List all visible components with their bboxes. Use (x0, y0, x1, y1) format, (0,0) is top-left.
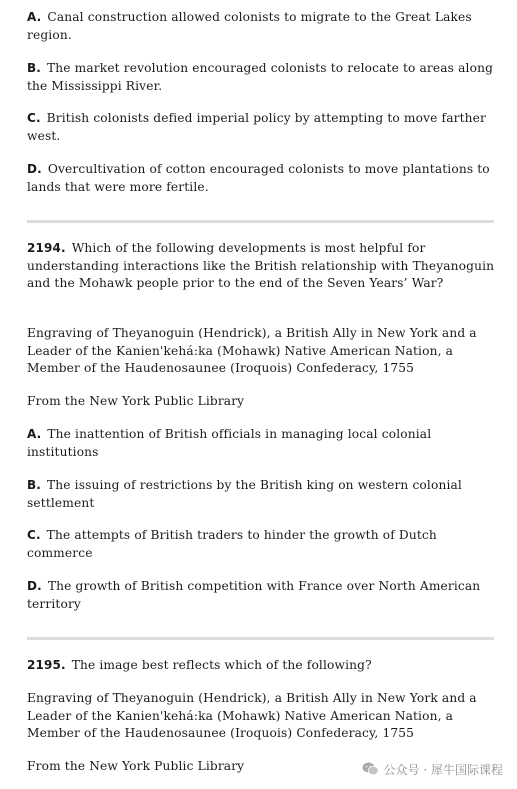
option-label: A. (27, 427, 42, 441)
option-text: British colonists defied imperial policy by attempting to move farther west. (27, 111, 486, 143)
section-divider (27, 220, 494, 223)
watermark-text: 公众号 · 犀牛国际课程 (383, 762, 503, 777)
wechat-icon (362, 762, 379, 776)
option-label: B. (27, 61, 42, 75)
prev-option-b (27, 60, 495, 95)
option-text: The inattention of British officials in managing local colonial institutions (27, 427, 432, 459)
option-text: The attempts of British traders to hinder the growth of Dutch commerce (27, 528, 437, 560)
option-text: The growth of British competition with France over North American territory (27, 579, 481, 611)
question-2195-stem (27, 657, 495, 675)
option-label: D. (27, 579, 42, 593)
option-label: A. (27, 10, 42, 24)
option-label: C. (27, 528, 41, 542)
question-2194-caption: Engraving of Theyanoguin (Hendrick), a British Ally in New York and a Leader of the Kanien'kehá:ka (Mohawk) Native American Nation, a Member of the Haudenosaunee (Iroquois) Confederacy, 1755 (27, 326, 477, 375)
option-text: The issuing of restrictions by the British king on western colonial settlement (27, 478, 462, 510)
question-2194-stem (27, 240, 495, 293)
question-number: 2195. (27, 658, 66, 672)
watermark (362, 758, 503, 780)
question-2194-option-a (27, 426, 495, 461)
question-2194-option-c (27, 527, 495, 562)
prev-option-c (27, 110, 495, 145)
question-number: 2194. (27, 241, 66, 255)
option-text: Canal construction allowed colonists to migrate to the Great Lakes region. (27, 10, 472, 42)
option-text: The market revolution encouraged colonists to relocate to areas along the Mississippi River. (27, 61, 494, 93)
prev-option-a (27, 9, 495, 44)
question-2195-caption: Engraving of Theyanoguin (Hendrick), a British Ally in New York and a Leader of the Kanien'kehá:ka (Mohawk) Native American Nation, a Member of the Haudenosaunee (Iroquois) Confederacy, 1755 (27, 691, 477, 740)
question-2194-source: From the New York Public Library (27, 394, 245, 408)
option-text: Overcultivation of cotton encouraged colonists to move plantations to lands that were more fertile. (27, 162, 490, 194)
section-divider (27, 637, 494, 640)
prev-option-d (27, 161, 495, 196)
question-2194-option-d (27, 578, 495, 613)
question-text: The image best reflects which of the following? (71, 658, 372, 672)
question-2195-source: From the New York Public Library (27, 759, 245, 773)
option-label: C. (27, 111, 41, 125)
question-text: Which of the following developments is most helpful for understanding interactions like the British relationship with Theyanoguin and the Mohawk people prior to the end of the Seven Years’ War? (27, 241, 495, 290)
option-label: D. (27, 162, 42, 176)
question-2194-option-b (27, 477, 495, 512)
option-label: B. (27, 478, 42, 492)
